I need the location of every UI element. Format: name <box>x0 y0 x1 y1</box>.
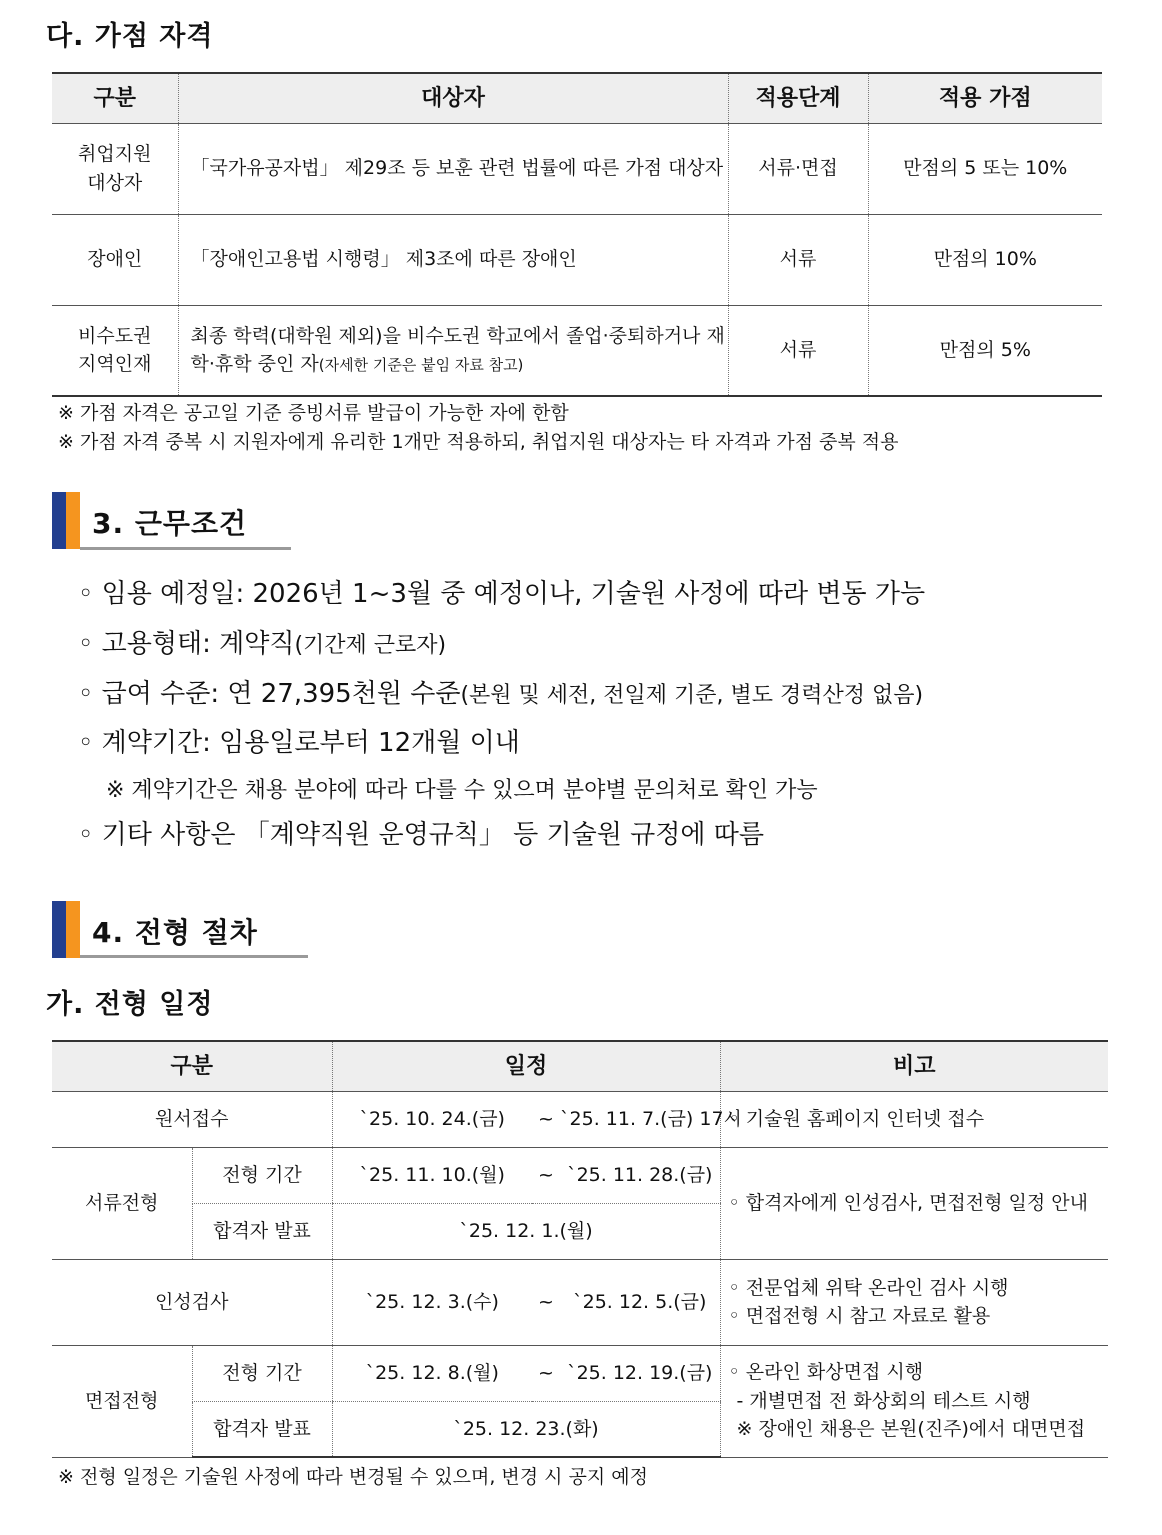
row-category: 취업지원 대상자 <box>52 123 178 214</box>
sub-label: 전형 기간 <box>192 1147 332 1203</box>
date-start: `25. 11. 10.(월) <box>332 1147 532 1203</box>
work-item: ◦ 계약기간: 임용일로부터 12개월 이내 <box>78 728 520 758</box>
col-header: 구분 <box>52 73 178 123</box>
col-header: 적용단계 <box>728 73 868 123</box>
row-label: 인성검사 <box>52 1259 332 1345</box>
section-marker <box>52 901 80 958</box>
announce-date: `25. 12. 1.(월) <box>332 1203 720 1259</box>
date-start: `25. 10. 24.(금) <box>332 1091 532 1147</box>
work-item: ◦ 기타 사항은 「계약직원 운영규칙」 등 기술원 규정에 따름 <box>78 820 765 850</box>
row-target: 「국가유공자법」 제29조 등 보훈 관련 법률에 따른 가점 대상자 <box>178 123 728 214</box>
section-underline <box>80 955 308 958</box>
table-row <box>52 1345 1108 1401</box>
bonus-heading: 다. 가점 자격 <box>46 21 214 52</box>
date-tilde: ~ <box>532 1091 560 1147</box>
table-row <box>52 214 1102 305</box>
row-stage: 서류 <box>728 305 868 396</box>
schedule-footnote: ※ 전형 일정은 기술원 사정에 따라 변경될 수 있으며, 변경 시 공지 예정 <box>58 1466 648 1488</box>
row-points: 만점의 10% <box>868 214 1102 305</box>
schedule-heading: 가. 전형 일정 <box>46 989 214 1020</box>
row-label: 서류전형 <box>52 1147 192 1259</box>
date-tilde: ~ <box>532 1147 560 1203</box>
date-end: `25. 11. 28.(금) <box>560 1147 720 1203</box>
date-end: `25. 12. 5.(금) <box>560 1259 720 1345</box>
row-category: 장애인 <box>52 214 178 305</box>
work-heading: 3. 근무조건 <box>92 507 248 540</box>
note-line: - 개별면접 전 화상회의 테스트 시행 <box>736 1389 1031 1412</box>
note-line: ※ 장애인 채용은 본원(진주)에서 대면면접 <box>736 1418 1086 1441</box>
row-points: 만점의 5 또는 10% <box>868 123 1102 214</box>
date-tilde: ~ <box>532 1259 560 1345</box>
work-note: ※ 계약기간은 채용 분야에 따라 다를 수 있으며 분야별 문의처로 확인 가능 <box>106 778 818 803</box>
row-label: 면접전형 <box>52 1345 192 1457</box>
work-item: ◦ 고용형태: 계약직(기간제 근로자) <box>78 629 447 659</box>
table-row <box>52 1259 1108 1345</box>
sub-label: 전형 기간 <box>192 1345 332 1401</box>
bonus-note: ※ 가점 자격 중복 시 지원자에게 유리한 1개만 적용하되, 취업지원 대상자는 타 자격과 가점 중복 적용 <box>58 431 899 453</box>
row-note: ◦ 기술원 홈페이지 인터넷 접수 <box>720 1091 1108 1147</box>
work-item: ◦ 급여 수준: 연 27,395천원 수준(본원 및 세전, 전일제 기준, 별도 경력산정 없음) <box>78 679 924 709</box>
col-header: 일정 <box>332 1041 720 1091</box>
row-note <box>720 1345 1108 1457</box>
section-marker <box>52 492 80 549</box>
bonus-note: ※ 가점 자격은 공고일 기준 증빙서류 발급이 가능한 자에 한함 <box>58 402 569 424</box>
date-start: `25. 12. 8.(월) <box>332 1345 532 1401</box>
table-row <box>52 1147 1108 1203</box>
row-target-text: 최종 학력(대학원 제외)을 비수도권 학교에서 졸업·중퇴하거나 재학·휴학 중인 자 <box>190 324 725 376</box>
bonus-table <box>52 72 1102 397</box>
sub-label: 합격자 발표 <box>192 1203 332 1259</box>
procedure-heading: 4. 전형 절차 <box>92 916 258 949</box>
row-note <box>720 1259 1108 1345</box>
row-stage: 서류·면접 <box>728 123 868 214</box>
row-target <box>178 305 728 396</box>
row-label: 원서접수 <box>52 1091 332 1147</box>
work-item: ◦ 임용 예정일: 2026년 1~3월 중 예정이나, 기술원 사정에 따라 변동 가능 <box>78 579 926 609</box>
row-points: 만점의 5% <box>868 305 1102 396</box>
date-end: `25. 11. 7.(금) 17시 <box>560 1091 720 1147</box>
section-underline <box>80 547 291 550</box>
sub-label: 합격자 발표 <box>192 1401 332 1457</box>
date-end: `25. 12. 19.(금) <box>560 1345 720 1401</box>
table-row <box>52 305 1102 396</box>
col-header: 비고 <box>720 1041 1108 1091</box>
row-stage: 서류 <box>728 214 868 305</box>
note-line: ◦ 전문업체 위탁 온라인 검사 시행 <box>728 1276 1009 1299</box>
row-target-note: (자세한 기준은 붙임 자료 참고) <box>318 356 524 375</box>
row-target: 「장애인고용법 시행령」 제3조에 따른 장애인 <box>178 214 728 305</box>
col-header: 구분 <box>52 1041 332 1091</box>
announce-date: `25. 12. 23.(화) <box>332 1401 720 1457</box>
col-header: 적용 가점 <box>868 73 1102 123</box>
table-row <box>52 1091 1108 1147</box>
date-tilde: ~ <box>532 1345 560 1401</box>
col-header: 대상자 <box>178 73 728 123</box>
row-note: ◦ 합격자에게 인성검사, 면접전형 일정 안내 <box>720 1147 1108 1259</box>
row-category: 비수도권 지역인재 <box>52 305 178 396</box>
note-line: ◦ 온라인 화상면접 시행 <box>728 1361 924 1384</box>
date-start: `25. 12. 3.(수) <box>332 1259 532 1345</box>
table-row <box>52 123 1102 214</box>
note-line: ◦ 면접전형 시 참고 자료로 활용 <box>728 1305 991 1327</box>
schedule-table <box>52 1040 1108 1458</box>
